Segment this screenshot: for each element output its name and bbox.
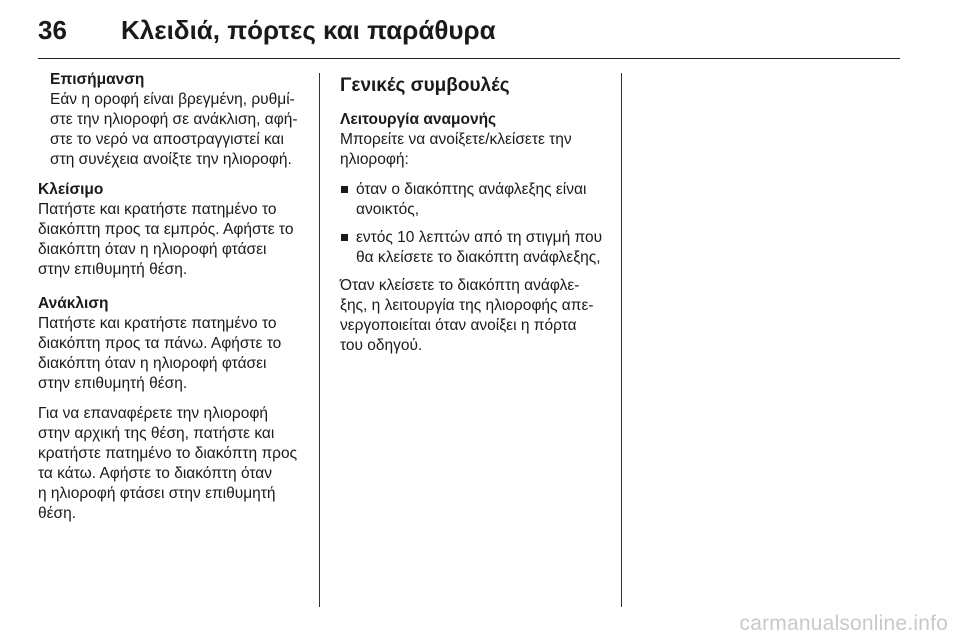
- closing-section: [38, 180, 308, 280]
- note-heading: Επισήμανση: [50, 71, 145, 88]
- column-middle: [340, 70, 610, 366]
- text-line: στην επιθυμητή θέση.: [38, 375, 188, 392]
- text-line: Πατήστε και κρατήστε πατημένο το: [38, 315, 277, 332]
- text-line: Όταν κλείσετε το διακόπτη ανάφλε-: [340, 277, 580, 294]
- standby-heading: Λειτουργία αναμονής: [340, 111, 497, 128]
- text-line: Για να επαναφέρετε την ηλιοροφή: [38, 405, 269, 422]
- text-line: τα κάτω. Αφήστε το διακόπτη όταν: [38, 465, 272, 482]
- chapter-title: Κλειδιά, πόρτες και παράθυρα: [121, 15, 496, 45]
- text-line: Εάν η οροφή είναι βρεγμένη, ρυθμί-: [50, 91, 295, 108]
- bullet-list: [340, 180, 610, 268]
- page-header: [38, 14, 900, 59]
- bullet-square-icon: [341, 186, 348, 193]
- text-line: όταν ο διακόπτης ανάφλεξης είναι: [356, 181, 587, 198]
- text-line: νεργοποιείται όταν ανοίξει η πόρτα: [340, 317, 577, 334]
- text-line: η ηλιοροφή φτάσει στην επιθυμητή: [38, 485, 276, 502]
- closing-heading: Κλείσιμο: [38, 181, 104, 198]
- text-line: θα κλείσετε το διακόπτη ανάφλεξης,: [356, 249, 601, 266]
- bullet-square-icon: [341, 234, 348, 241]
- column-left: [38, 70, 308, 534]
- tilting-section: [38, 294, 308, 394]
- text-line: στη συνέχεια ανοίξτε την ηλιοροφή.: [50, 151, 292, 168]
- section-title: Γενικές συμβουλές: [340, 75, 510, 96]
- restore-paragraph: [38, 404, 308, 524]
- column-divider: [319, 73, 320, 607]
- text-line: διακόπτη προς τα πάνω. Αφήστε το: [38, 335, 282, 352]
- text-line: ηλιοροφή:: [340, 151, 409, 168]
- text-line: στε την ηλιοροφή σε ανάκλιση, αφή-: [50, 111, 298, 128]
- list-item: [340, 228, 610, 268]
- text-line: στε το νερό να αποστραγγιστεί και: [50, 131, 284, 148]
- text-line: Πατήστε και κρατήστε πατημένο το: [38, 201, 277, 218]
- watermark: carmanualsonline.info: [739, 612, 948, 635]
- text-line: του οδηγού.: [340, 337, 423, 354]
- ignition-note: [340, 276, 610, 356]
- text-line: στην επιθυμητή θέση.: [38, 261, 188, 278]
- text-line: διακόπτη προς τα εμπρός. Αφήστε το: [38, 221, 294, 238]
- text-line: διακόπτη όταν η ηλιοροφή φτάσει: [38, 355, 267, 372]
- column-divider: [621, 73, 622, 607]
- tilting-heading: Ανάκλιση: [38, 295, 109, 312]
- text-line: στην αρχική της θέση, πατήστε και: [38, 425, 275, 442]
- text-line: εντός 10 λεπτών από τη στιγμή που: [356, 229, 603, 246]
- ventilation-note: [38, 70, 308, 170]
- text-line: ξης, η λειτουργία της ηλιοροφής απε-: [340, 297, 594, 314]
- text-line: Μπορείτε να ανοίξετε/κλείσετε την: [340, 131, 572, 148]
- text-line: θέση.: [38, 505, 77, 522]
- page-number: 36: [38, 15, 67, 45]
- text-line: διακόπτη όταν η ηλιοροφή φτάσει: [38, 241, 267, 258]
- list-item: [340, 180, 610, 220]
- text-line: ανοικτός,: [356, 201, 420, 218]
- text-line: κρατήστε πατημένο το διακόπτη προς: [38, 445, 298, 462]
- standby-section: [340, 110, 610, 170]
